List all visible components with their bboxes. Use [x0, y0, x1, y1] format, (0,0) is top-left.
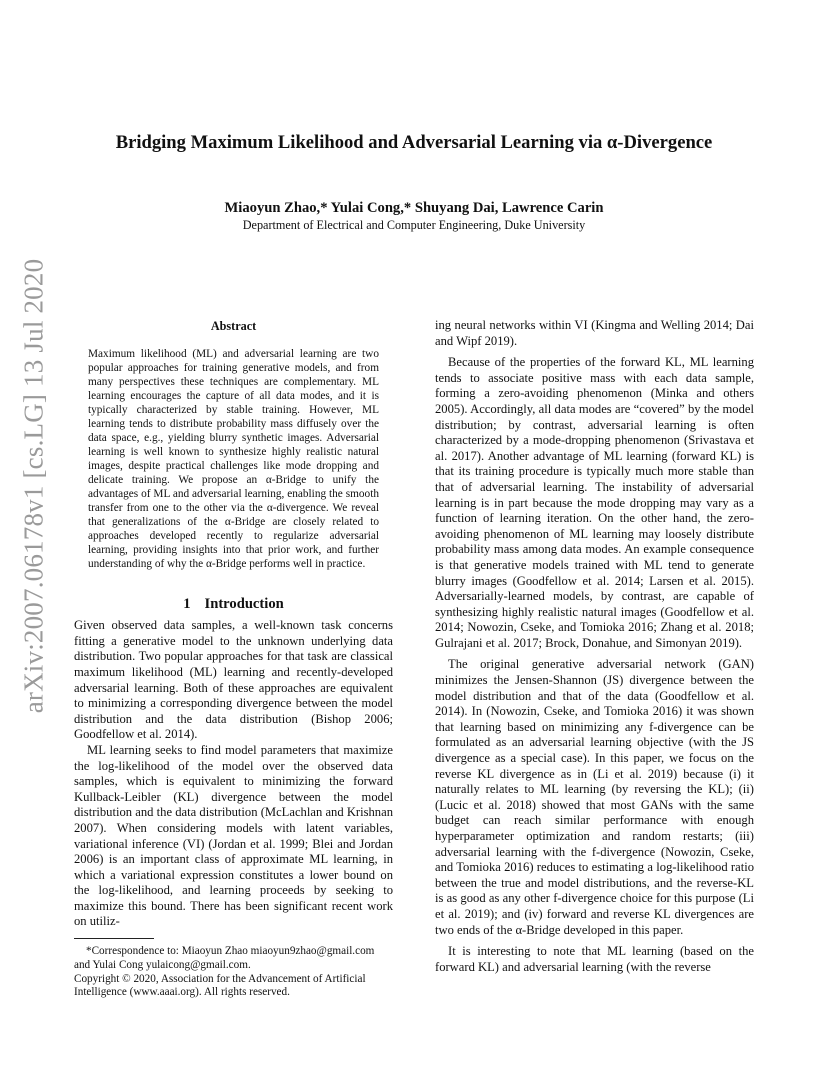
paper-title: Bridging Maximum Likelihood and Adversarial Learning via α-Divergence: [115, 132, 713, 153]
body-paragraph: The original generative adversarial network (GAN) minimizes the Jensen-Shannon (JS) divergence between the model distribution and that of the data (Goodfellow et al. 2014). In (Nowozin, Cseke, and Tomioka 2016) it was shown that learning based on minimizing any f-divergence can be formulated as an adversarial learning objective (with the JS divergence as a special case). In this paper, we focus on the reverse KL divergence as in (Li et al. 2019) because (i) it naturally relates to ML learning (by reversing the KL); (ii) (Lucic et al. 2018) showed that most GANs with the same budget can reach similar performance with enough hyperparameter optimization and random restarts; (iii) adversarial learning with the f-divergence (Nowozin, Cseke, and Tomioka 2016) reduces to estimating a log-likelihood ratio between the true and model distributions, and the reverse-KL is as good as any other f-divergence choice for this purpose (Li et al. 2019); and (iv) forward and reverse KL divergences are two ends of the α-Bridge developed in this paper.: [435, 657, 754, 937]
body-paragraph: ML learning seeks to find model parameters that maximize the log-likelihood of the model over the observed data samples, which is equivalent to minimizing the forward Kullback-Leibler (KL) divergence between the model distribution and the data distribution (McLachlan and Krishnan 2007). When considering models with latent variables, variational inference (VI) (Jordan et al. 1999; Blei and Jordan 2006) is an important class of approximate ML learning, in which a variational expression constitutes a lower bound on the log-likelihood, and learning proceeds by seeking to maximize this bound. There has been significant recent work on utiliz-: [74, 742, 393, 929]
footnote-rule: [74, 938, 154, 939]
left-column: [74, 318, 393, 1000]
body-paragraph: It is interesting to note that ML learning (based on the forward KL) and adversarial learning (with the reverse: [435, 944, 754, 974]
abstract-heading: Abstract: [210, 319, 257, 333]
section-number: 1: [183, 595, 191, 612]
footnote-copyright: Copyright © 2020, Association for the Advancement of Artificial Intelligence (www.aaai.org). All rights reserved.: [74, 972, 366, 999]
author-affiliation: Department of Electrical and Computer Engineering, Duke University: [242, 218, 586, 232]
right-column: [435, 318, 754, 975]
section-heading: [74, 597, 393, 613]
footnotes: [74, 945, 393, 1000]
arxiv-identifier: arXiv:2007.06178v1 [cs.LG] 13 Jul 2020: [18, 258, 49, 714]
body-paragraph: Given observed data samples, a well-known task concerns fitting a generative model to the unknown underlying data distribution. Two popular approaches for that task are classical maximum likelihood (ML) learning and recently-developed adversarial learning. Both of these approaches are equivalent to minimizing a corresponding divergence between the model distribution and the data distribution (Bishop 2006; Goodfellow et al. 2014).: [74, 618, 393, 742]
arxiv-sidebar: [14, 258, 54, 714]
footnote-correspondence: *Correspondence to: Miaoyun Zhao miaoyun9zhao@gmail.com and Yulai Cong yulaicong@gmail.com.: [74, 945, 375, 971]
body-paragraph: Because of the properties of the forward KL, ML learning tends to associate positive mass with each data sample, forming a zero-avoiding phenomenon (Minka and others 2005). Accordingly, all data modes are “covered” by the model distribution; by contrast, adversarial learning is often characterized by a mode-dropping phenomenon (Srivastava et al. 2017). Another advantage of ML learning (forward KL) is that its training procedure is typically much more stable than that of adversarial learning. The instability of adversarial learning is in part because the mode dropping may vary as a function of learning iteration. On the other hand, the zero-avoiding phenomenon of ML learning may loosely distribute probability mass among data modes. An example consequence is that generative models trained with ML tend to generate blurry images (Goodfellow et al. 2014; Larsen et al. 2015). Adversarially-learned models, by contrast, are capable of synthesizing highly realistic natural images (Goodfellow et al. 2014; Nowozin, Cseke, and Tomioka 2016; Zhang et al. 2018; Gulrajani et al. 2017; Brock, Donahue, and Simonyan 2019).: [435, 355, 754, 650]
body-paragraph: ing neural networks within VI (Kingma and Welling 2014; Dai and Wipf 2019).: [435, 318, 754, 348]
abstract-text: Maximum likelihood (ML) and adversarial learning are two popular approaches for training generative models, and from many perspectives these techniques are complementary. ML learning encourages the capture of all data modes, and it is typically characterized by stable training. However, ML learning tends to distribute probability mass diffusely over the data space, e.g., yielding blurry synthetic images. Adversarial learning is well known to synthesize highly realistic natural images, despite practical challenges like mode dropping and delicate training. We propose an α-Bridge to unify the advantages of ML and adversarial learning, enabling the smooth transfer from one to the other via the α-divergence. We reveal that generalizations of the α-Bridge are closely related to approaches developed recently to regularize adversarial learning, providing insights into that prior work, and further understanding of why the α-Bridge performs well in practice.: [88, 347, 379, 570]
paper-authors: Miaoyun Zhao,* Yulai Cong,* Shuyang Dai, Lawrence Carin: [224, 200, 604, 216]
section-title: Introduction: [204, 595, 284, 612]
